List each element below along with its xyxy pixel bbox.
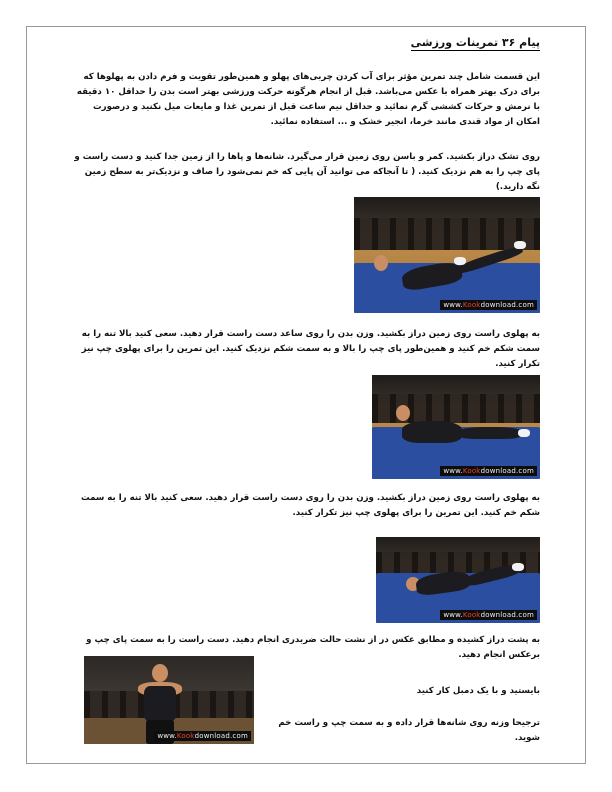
intro-paragraph: این قسمت شامل چند تمرین مؤثر برای آب کردن چربی‌های پهلو و همین‌طور تقویت و فرم دادن به پهلوها که برای درک بهتر همراه با عکس می‌باشد. قبل از انجام هرگونه حرکت ورزشی بهتر است بدن را حداقل ۱۰ دقیقه با نرمش و حرکات کششی گرم نمائید و حداقل نیم ساعت قبل از تمرین غذا و مایعات میل نکنید و درصورت امکان از مواد قندی مانند خرما، انجیر خشک و ... استفاده نمائید. [76,72,540,127]
exercise-2-text: به پهلوی راست روی زمین دراز بکشید. وزن بدن را روی ساعد دست راست قرار دهید. سعی کنید بالا تنه را به سمت شکم خم کنید و همین‌طور پای چپ را بالا و به سمت شکم نزدیک کنید. این تمرین را برای پهلوی چپ نیز تکرار کنید. [81,329,540,369]
exercise-5-photo [84,656,254,744]
exercise-5-text: بایستید و با یک دمبل کار کنید [416,686,540,696]
exercise-3-photo [376,537,540,623]
exercise-6-text: ترجیحا وزنه روی شانه‌ها قرار داده و به سمت چپ و راست خم شوید. [278,718,540,743]
exercise-2-photo [372,375,540,479]
watermark: www.Kookdownload.com [154,731,251,741]
watermark: www.Kookdownload.com [440,300,537,310]
watermark: www.Kookdownload.com [440,610,537,620]
exercise-3-text: به پهلوی راست روی زمین دراز بکشید. وزن بدن را روی دست راست قرار دهید. سعی کنید بالا تنه را به سمت شکم خم کنید. این تمرین را برای پهلوی چپ نیز تکرار کنید. [80,493,540,518]
page-title: پیام ۳۶ تمرینات ورزشی [410,36,540,49]
watermark: www.Kookdownload.com [440,466,537,476]
exercise-1-text: روی تشک دراز بکشید. کمر و باسن روی زمین قرار می‌گیرد. شانه‌ها و پاها را از زمین جدا کنید و دست راست و پای چپ را به هم نزدیک کنید. ( تا آنجاکه می توانید آن پایی که خم نمی‌شود را صاف و نزدیک‌تر به سطح زمین نگه دارید.) [74,152,540,192]
exercise-1-photo [354,197,540,313]
exercise-4-text: به پشت دراز کشیده و مطابق عکس در از نشت حالت ضربدری انجام دهید. دست راست را به سمت پای چپ و برعکس انجام دهید. [86,635,540,660]
